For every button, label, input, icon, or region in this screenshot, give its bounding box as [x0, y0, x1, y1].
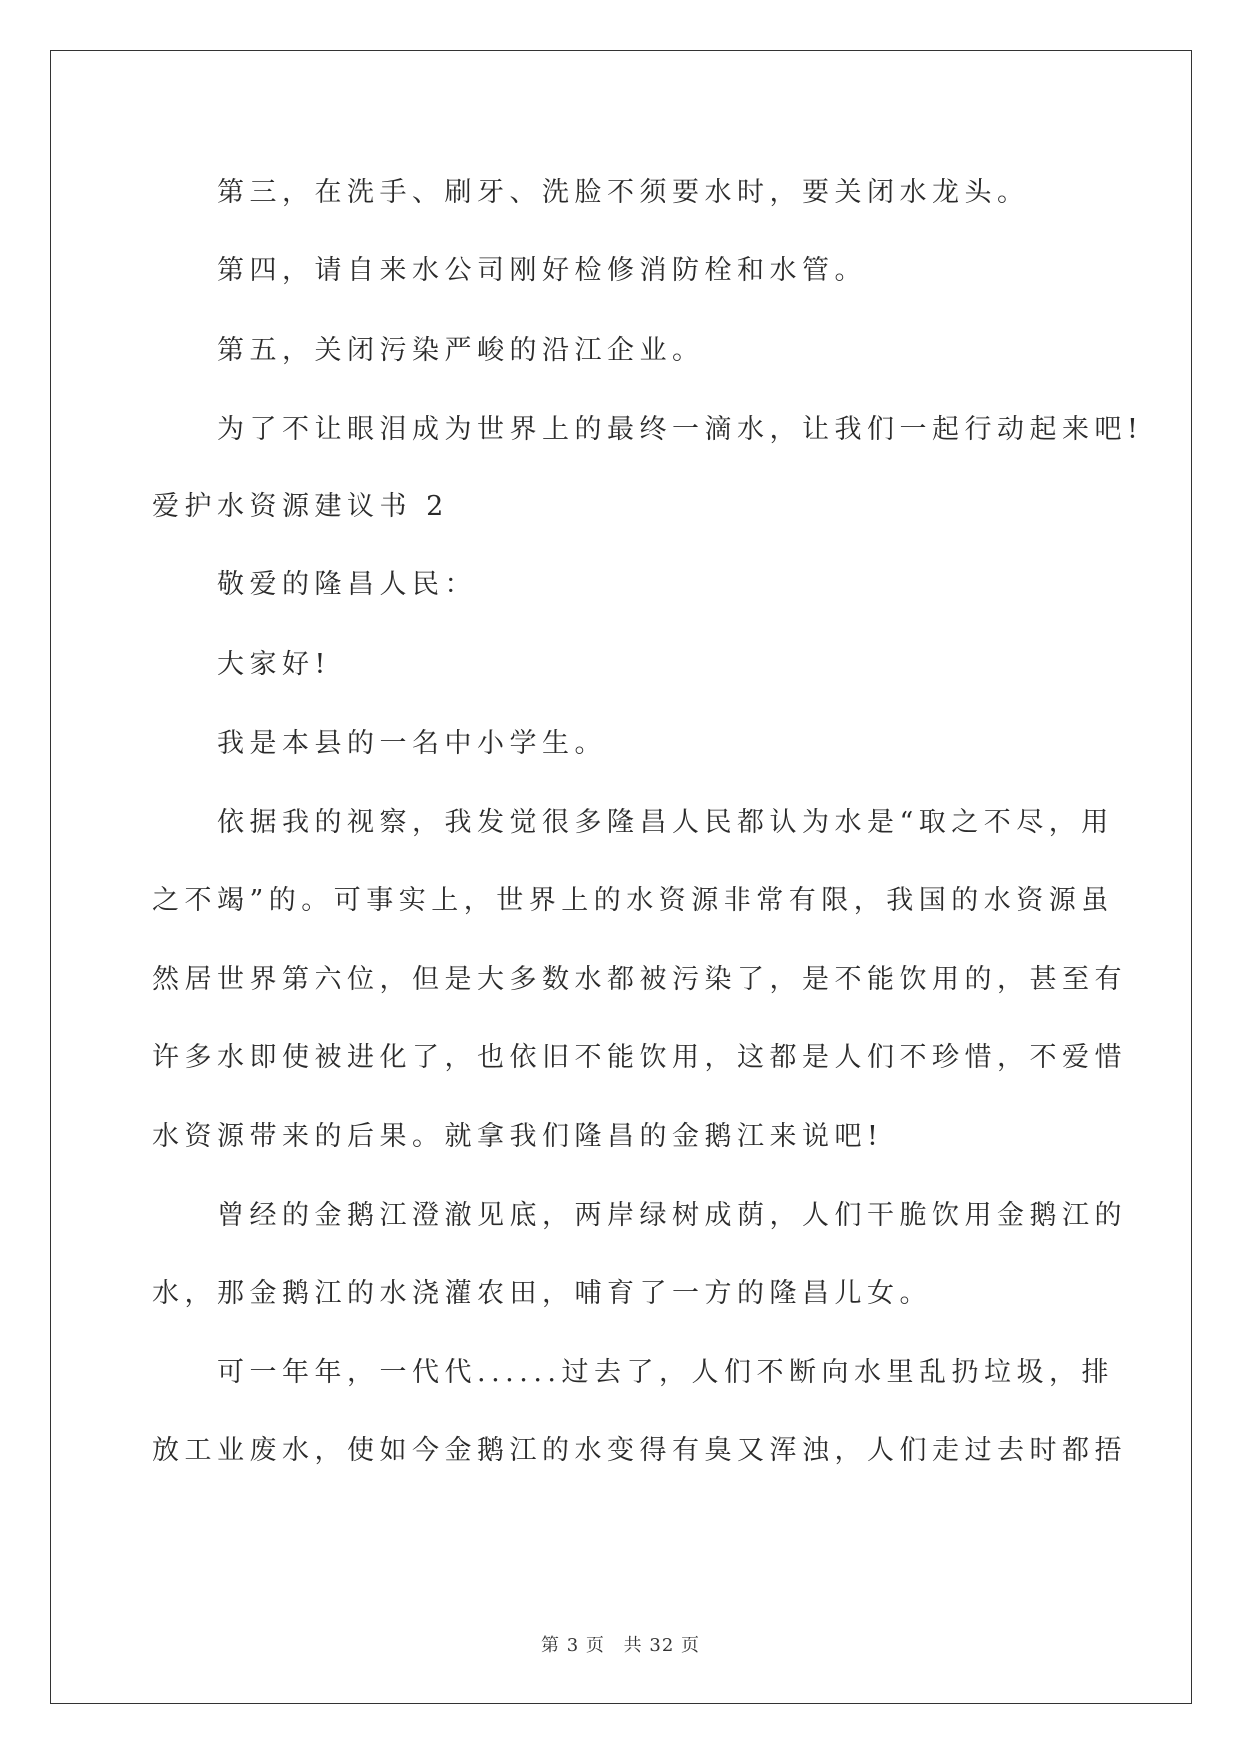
paragraph-line: 依据我的视察，我发觉很多隆昌人民都认为水是“取之不尽，用: [217, 807, 1114, 838]
paragraph-line: 之不竭”的。可事实上，世界上的水资源非常有限，我国的水资源虽: [152, 885, 1114, 916]
paragraph-line: 放工业废水，使如今金鹅江的水变得有臭又浑浊，人们走过去时都捂: [152, 1435, 1127, 1466]
paragraph-line: 可一年年，一代代......过去了，人们不断向水里乱扔垃圾，排: [217, 1357, 1114, 1388]
paragraph-line: 第三，在洗手、刷牙、洗脸不须要水时，要关闭水龙头。: [217, 177, 1030, 208]
page-total: 共 32 页: [623, 1635, 700, 1656]
salutation: 敬爱的隆昌人民：: [217, 569, 477, 600]
page-footer: [0, 1631, 1241, 1657]
paragraph-line: 第五，关闭污染严峻的沿江企业。: [217, 335, 705, 366]
paragraph-line: 然居世界第六位，但是大多数水都被污染了，是不能饮用的，甚至有: [152, 964, 1127, 995]
paragraph-line: 第四，请自来水公司刚好检修消防栓和水管。: [217, 255, 867, 286]
paragraph-line: 水，那金鹅江的水浇灌农田，哺育了一方的隆昌儿女。: [152, 1278, 932, 1309]
paragraph-line: 许多水即使被进化了，也依旧不能饮用，这都是人们不珍惜，不爱惜: [152, 1042, 1127, 1073]
paragraph-line: 为了不让眼泪成为世界上的最终一滴水，让我们一起行动起来吧!: [217, 414, 1144, 445]
section-heading: 爱护水资源建议书 2: [152, 491, 449, 522]
page-number: 第 3 页: [541, 1635, 605, 1656]
greeting: 大家好!: [217, 649, 331, 680]
paragraph-line: 曾经的金鹅江澄澈见底，两岸绿树成荫，人们干脆饮用金鹅江的: [217, 1200, 1127, 1231]
paragraph-line: 水资源带来的后果。就拿我们隆昌的金鹅江来说吧!: [152, 1121, 884, 1152]
paragraph-line: 我是本县的一名中小学生。: [217, 728, 607, 759]
